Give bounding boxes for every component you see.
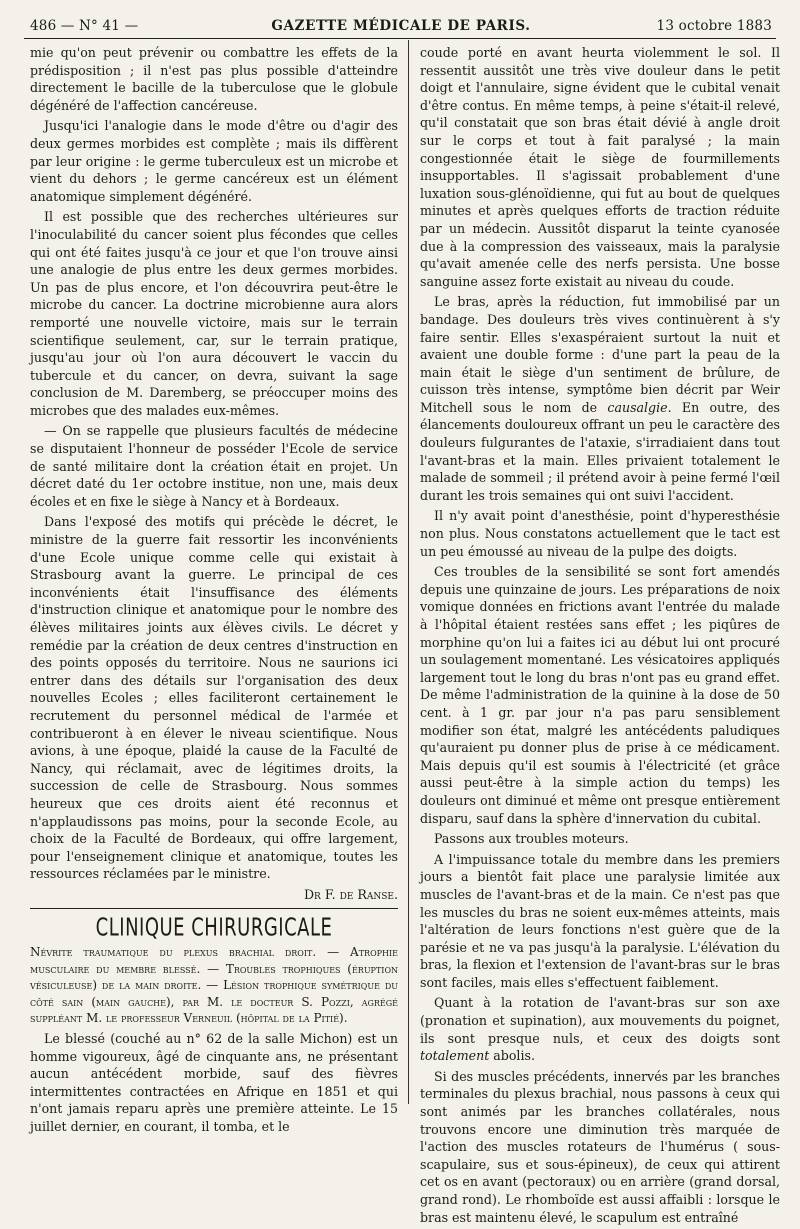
paragraph bbox=[420, 994, 780, 1064]
column-divider bbox=[408, 40, 409, 1104]
section-title: CLINIQUE CHIRURGICALE bbox=[95, 911, 333, 942]
journal-title: GAZETTE MÉDICALE DE PARIS. bbox=[271, 18, 531, 34]
author-signature: Dr F. de Ranse. bbox=[303, 886, 398, 902]
paragraph: Jusqu'ici l'analogie dans le mode d'être ou d'agir des deux germes morbides est complète ; mais ils diffèrent par leur origine : le germe tuberculeux est un microbe et vient du dehors ; le germe cancéreux est un élément anatomique simplement dégénéré. bbox=[30, 118, 398, 204]
paragraph: — On se rappelle que plusieurs facultés de médecine se disputaient l'honneur de posséder l'Ecole de service de santé militaire dont la création était en projet. Un décret daté du 1er octobre institue, non une, mais deux écoles et en fixe le siège à Nancy et à Bordeaux. bbox=[30, 423, 398, 509]
paragraph: Dans l'exposé des motifs qui précède le décret, le ministre de la guerre fait ressortir les inconvénients d'une Ecole unique comme celle qui existait à Strasbourg avant la guerre. Le principal de ces inconvénients était l'insuffisance des éléments d'instruction clinique et anatomique pour le nombre des élèves militaires joints aux élèves civils. Le décret y remédie par la création de deux centres d'instruction en des points opposés du territoire. Nous ne saurions ici entrer dans des détails sur l'organisation des deux nouvelles Ecoles ; elles faciliteront certainement le recrutement du personnel médical de l'armée et contribueront à en élever le niveau scientifique. Nous avions, à une époque, plaidé la cause de la Faculté de Nancy, qui réclamait, avec de légitimes droits, la succession de celle de Strasbourg. Nous sommes heureux que ces droits aient été reconnus et n'applaudissons pas moins, pour la seconde Ecole, au choix de la Faculté de Bordeaux, qui offre largement, pour l'enseignement clinique et anatomique, toutes les ressources réclamées par le ministre. bbox=[30, 514, 398, 882]
emphasis: causalgie bbox=[607, 399, 668, 415]
paragraph: Ces troubles de la sensibilité se sont fort amendés depuis une quinzaine de jours. Les préparations de noix vomique données en frictions avant l'entrée du malade à l'hôpital étaient restées sans effet ; les piqûres de morphine qu'on lui a faites ici au début lui ont procuré un soulagement momentané. Les vésicatoires appliqués largement tout le long du bras n'ont pas eu grand effet. De même l'administration de la quinine à la dose de 50 cent. à 1 gr. par jour n'a pas paru sensiblement modifier son état, malgré les antécédents paludiques qu'auraient pu donner plus de prise à ce médicament. Mais depuis qu'il est soumis à l'électricité (et grâce aussi peut-être à la simple action du temps) les douleurs ont diminué et même ont presque entièrement disparu, sauf dans la sphère d'innervation du cubital. bbox=[420, 564, 780, 826]
header-rule bbox=[24, 38, 776, 39]
paragraph-text: Quant à la rotation de l'avant-bras sur son axe (pronation et supination), aux mouvements du poignet, ils sont presque nuls, et ceux des doigts sont bbox=[420, 995, 780, 1046]
case-title-text: Névrite traumatique du plexus brachial droit. — Atrophie musculaire du membre blessé. — Troubles trophiques (éruption vésiculeuse) de la main droite. — Lésion trophique symétrique du côté sain (main gauche), par M. le docteur S. Pozzi, agrégé suppléant M. le professeur Verneuil (hôpital de la Pitié). bbox=[30, 945, 398, 1026]
paragraph: A l'impuissance totale du membre dans les premiers jours a bientôt fait place une paralysie limitée aux muscles de l'avant-bras et de la main. Ce n'est pas que les muscles du bras ne soient eux-mêmes atteints, mais l'altération de leurs fonctions n'est guère que de la parésie et ne va pas jusqu'à la paralysie. L'élévation du bras, la flexion et l'extension de l'avant-bras sur le bras sont faciles, mais elles s'effectuent faiblement. bbox=[420, 851, 780, 990]
paragraph bbox=[420, 293, 780, 504]
right-column bbox=[420, 44, 780, 1229]
paragraph-text: abolis. bbox=[489, 1048, 535, 1064]
case-title bbox=[30, 944, 398, 1027]
paragraph: Il n'y avait point d'anesthésie, point d'hyperesthésie non plus. Nous constatons actuellement que le tact est un peu émoussé au niveau de la pulpe des doigts. bbox=[420, 508, 780, 559]
issue-date: 13 octobre 1883 bbox=[656, 18, 772, 34]
paragraph-text: Le bras, après la réduction, fut immobilisé par un bandage. Des douleurs très vives continuèrent à s'y faire sentir. Elles s'exaspéraient surtout la nuit et avaient une double forme : d'une part la peau de la main était le siège d'un sentiment de brûlure, de cuisson très intense, symptôme bien décrit par Weir Mitchell sous le nom de bbox=[420, 294, 780, 415]
paragraph: Passons aux troubles moteurs. bbox=[434, 831, 629, 847]
paragraph: Le blessé (couché au n° 62 de la salle Michon) est un homme vigoureux, âgé de cinquante ans, ne présentant aucun antécédent morbide, sauf des fièvres intermittentes contractées en Afrique en 1851 et qui n'ont jamais reparu après une première atteinte. Le 15 juillet dernier, en courant, il tomba, et le bbox=[30, 1031, 398, 1135]
paragraph: mie qu'on peut prévenir ou combattre les effets de la prédisposition ; il n'est pas plus possible d'atteindre directement le bacille de la tuberculose que le globule dégénéré de l'affection cancéreuse. bbox=[30, 45, 398, 113]
paragraph: coude porté en avant heurta violemment le sol. Il ressentit aussitôt une très vive douleur dans le petit doigt et l'annulaire, signe évident que le cubital venait d'être contus. En même temps, à peine s'était-il relevé, qu'il constatait que son bras était dévié à angle droit sur le corps et tout à fait paralysé ; la main congestionnée était le siège de fourmillements insupportables. Il s'agissait probablement d'une luxation sous-glénoïdienne, qui fut au bout de quelques minutes et après quelques efforts de traction réduite par un médecin. Aussitôt disparut la teinte cyanosée due à la compression des vaisseaux, mais la paralysie qu'avait amenée celle des nerfs persista. Une bosse sanguine assez forte existait au niveau du coude. bbox=[420, 45, 780, 289]
page-header bbox=[30, 12, 772, 38]
page-number: 486 — N° 41 — bbox=[30, 18, 139, 34]
emphasis: totalement bbox=[420, 1048, 490, 1064]
left-column bbox=[30, 44, 398, 1139]
paragraph-text: . En outre, des élancements douloureux offrant un peu le caractère des douleurs fulgurantes de l'ataxie, s'irradiaient dans tout l'avant-bras et la main. Elles privaient totalement le malade de sommeil ; il prétend avoir à peine fermé l'œil durant les trois semaines qui ont suivi l'accident. bbox=[420, 399, 781, 503]
section-rule bbox=[30, 908, 398, 909]
paragraph: Il est possible que des recherches ultérieures sur l'inoculabilité du cancer soient plus fécondes que celles qui ont été faites jusqu'à ce jour et que l'on trouve ainsi une analogie de plus entre les deux germes morbides. Un pas de plus encore, et l'on découvrira peut-être le microbe du cancer. La doctrine microbienne aura alors remporté une nouvelle victoire, mais sur le terrain scientifique seulement, car, sur le terrain pratique, jusqu'au jour où l'on aura découvert le vaccin du tubercule et du cancer, on devra, suivant la sage conclusion de M. Daremberg, se préoccuper moins des microbes que des malades eux-mêmes. bbox=[30, 209, 398, 418]
paragraph: Si des muscles précédents, innervés par les branches terminales du plexus brachial, nous passons à ceux qui sont animés par les branches collatérales, nous trouvons encore une diminution très marquée de l'action des muscles rotateurs de l'humérus ( sous-scapulaire, sus et sous-épineux), de ceux qui attirent cet os en avant (pectoraux) ou en arrière (grand dorsal, grand rond). Le rhomboïde est aussi affaibli : lorsque le bras est maintenu élevé, le scapulum est entraîné bbox=[420, 1068, 780, 1225]
